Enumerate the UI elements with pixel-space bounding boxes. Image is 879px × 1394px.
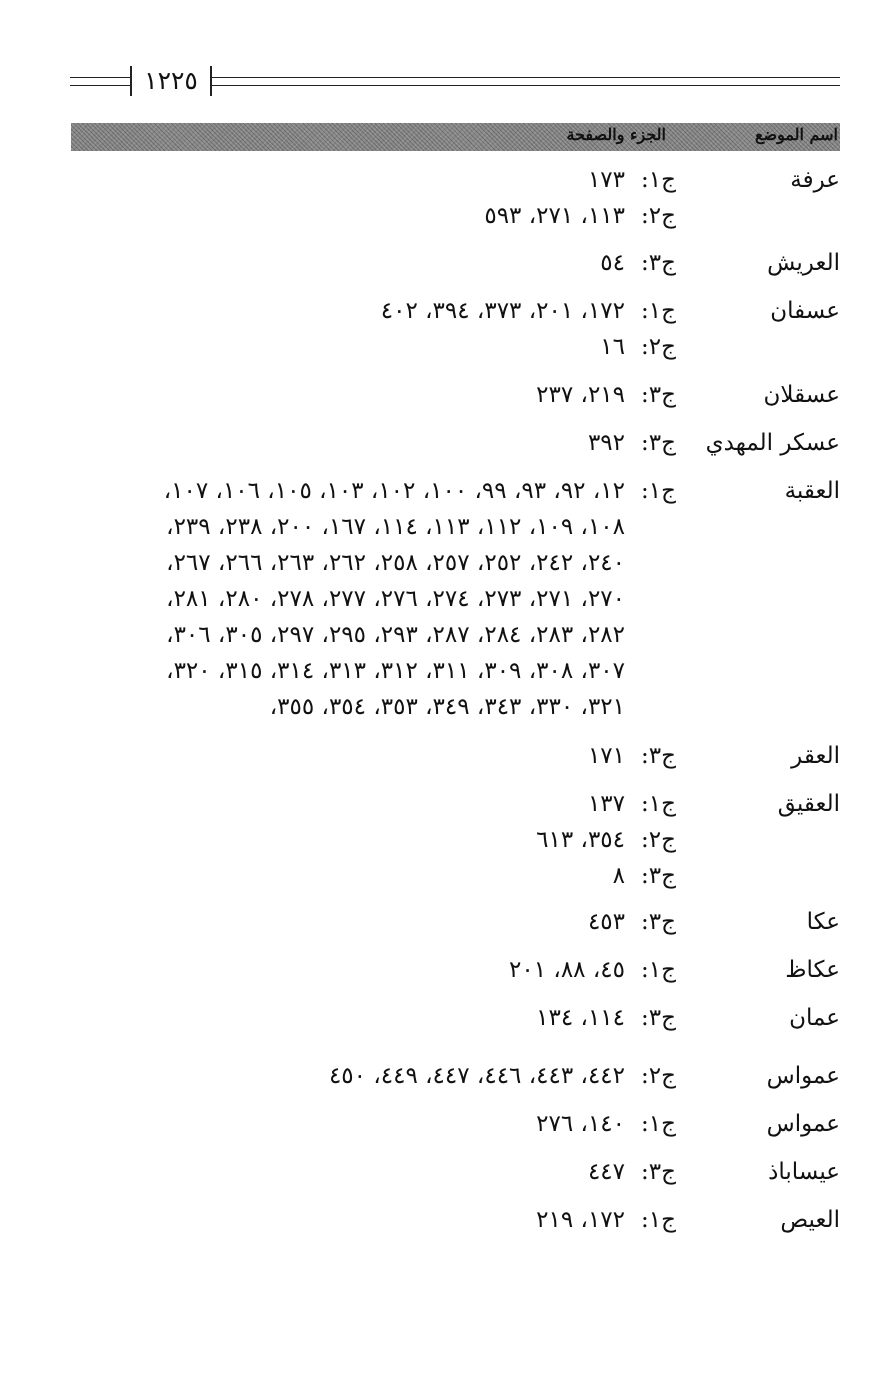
page-numbers-continued: ٢٤٠، ٢٤٢، ٢٥٢، ٢٥٧، ٢٥٨، ٢٦٢، ٢٦٣، ٢٦٦، ٢٦٧، [166, 550, 625, 576]
reference-list [588, 738, 676, 774]
page-numbers: ١٧١ [587, 743, 625, 769]
page-numbers: ١٣٧ [587, 791, 625, 817]
column-header-reference: الجزء والصفحة [566, 125, 666, 144]
page-numbers-continued: ٣٠٧، ٣٠٨، ٣٠٩، ٣١١، ٣١٢، ٣١٣، ٣١٤، ٣١٥، ٣٢٠، [166, 658, 625, 684]
place-name: عسكر المهدي [705, 430, 840, 456]
reference-row [536, 1202, 676, 1238]
place-name: العقبة [784, 478, 840, 504]
volume-label: ج٢: [641, 827, 676, 853]
volume-label: ج٣: [641, 1005, 676, 1031]
place-name: عمواس [766, 1063, 840, 1089]
reference-list [536, 1106, 676, 1142]
page-numbers: ١١٣، ٢٧١، ٥٩٣ [484, 203, 625, 229]
volume-label: ج٢: [641, 1063, 676, 1089]
reference-row [588, 738, 676, 774]
place-name: عسقلان [763, 382, 840, 408]
page-numbers-continued: ٣٢١، ٣٣٠، ٣٤٣، ٣٤٩، ٣٥٣، ٣٥٤، ٣٥٥، [269, 694, 625, 720]
page-numbers: ١٦ [600, 334, 625, 360]
page-numbers: ١١٤، ١٣٤ [536, 1005, 625, 1031]
header-rule-left [70, 77, 130, 86]
page-numbers: ٥٤ [600, 250, 625, 276]
reference-row [484, 162, 676, 198]
reference-row [536, 1106, 676, 1142]
place-name: العقر [791, 743, 840, 769]
page-numbers: ٣٥٤، ٦١٣ [536, 827, 625, 853]
volume-label: ج١: [641, 957, 676, 983]
reference-row [588, 425, 676, 461]
reference-list [588, 425, 676, 461]
reference-list [536, 1000, 676, 1036]
reference-list [484, 162, 676, 234]
place-name: عكا [806, 909, 840, 935]
volume-label: ج٣: [641, 382, 676, 408]
volume-label: ج١: [641, 791, 676, 817]
page-numbers: ٤٥، ٨٨، ٢٠١ [509, 957, 625, 983]
place-name: عيساباذ [768, 1159, 840, 1185]
reference-row [509, 952, 676, 988]
page-numbers: ١٧٢، ٢١٩ [536, 1207, 625, 1233]
page-numbers: ٨ [612, 863, 625, 889]
reference-list [164, 473, 676, 725]
volume-label: ج٣: [641, 1159, 676, 1185]
volume-label: ج١: [641, 1111, 676, 1137]
volume-label: ج١: [641, 1207, 676, 1233]
reference-row [536, 1000, 676, 1036]
page-numbers: ٢١٩، ٢٣٧ [536, 382, 625, 408]
reference-row [536, 822, 676, 858]
place-name: عسفان [770, 298, 840, 324]
reference-row [588, 1154, 676, 1190]
header-rule-tick [130, 66, 132, 96]
reference-list [600, 245, 676, 281]
reference-row [381, 293, 676, 329]
reference-list [329, 1058, 676, 1094]
page-numbers: ١٧٢، ٢٠١، ٣٧٣، ٣٩٤، ٤٠٢ [380, 298, 625, 324]
page-numbers: ١٧٣ [587, 167, 625, 193]
place-name: عمان [789, 1005, 840, 1031]
volume-label: ج٣: [641, 250, 676, 276]
volume-label: ج٣: [641, 863, 676, 889]
reference-row [164, 473, 676, 509]
reference-row [588, 904, 676, 940]
page-header [70, 62, 840, 102]
volume-label: ج٣: [641, 743, 676, 769]
reference-row [600, 245, 676, 281]
reference-row [484, 198, 676, 234]
place-name: العريش [767, 250, 840, 276]
page-number: ١٢٢٥ [144, 66, 198, 95]
column-header-bar [71, 123, 840, 151]
reference-list [536, 1202, 676, 1238]
volume-label: ج١: [641, 298, 676, 324]
reference-list [536, 786, 676, 894]
reference-row [329, 1058, 676, 1094]
reference-row [536, 786, 676, 822]
place-name: عكاظ [785, 957, 840, 983]
volume-label: ج١: [641, 478, 676, 504]
header-rule-right [212, 77, 840, 86]
reference-list [588, 904, 676, 940]
place-name: عرفة [790, 167, 840, 193]
page-numbers: ٤٥٣ [587, 909, 625, 935]
reference-list [509, 952, 676, 988]
volume-label: ج٣: [641, 430, 676, 456]
page-numbers-continued: ٢٨٢، ٢٨٣، ٢٨٤، ٢٨٧، ٢٩٣، ٢٩٥، ٢٩٧، ٣٠٥، ٣٠٦، [166, 622, 625, 648]
page-numbers: ٤٤٧ [587, 1159, 625, 1185]
reference-row [536, 377, 676, 413]
page-numbers-continued: ١٠٨، ١٠٩، ١١٢، ١١٣، ١١٤، ١٦٧، ٢٠٠، ٢٣٨، ٢٣٩، [166, 514, 625, 540]
place-name: العقيق [777, 791, 840, 817]
reference-row [381, 329, 676, 365]
page-numbers: ١٢، ٩٢، ٩٣، ٩٩، ١٠٠، ١٠٢، ١٠٣، ١٠٥، ١٠٦، ١٠٧، [163, 478, 625, 504]
page-numbers: ٤٤٢، ٤٤٣، ٤٤٦، ٤٤٧، ٤٤٩، ٤٥٠ [328, 1063, 625, 1089]
place-name: العيص [780, 1207, 840, 1233]
volume-label: ج١: [641, 167, 676, 193]
reference-list [381, 293, 676, 365]
volume-label: ج٢: [641, 203, 676, 229]
volume-label: ج٢: [641, 334, 676, 360]
column-header-place: اسم الموضع [754, 125, 838, 144]
page-numbers: ٣٩٢ [587, 430, 625, 456]
volume-label: ج٣: [641, 909, 676, 935]
place-name: عمواس [766, 1111, 840, 1137]
reference-row [536, 858, 676, 894]
reference-list [588, 1154, 676, 1190]
page-numbers: ١٤٠، ٢٧٦ [536, 1111, 625, 1137]
page-numbers-continued: ٢٧٠، ٢٧١، ٢٧٣، ٢٧٤، ٢٧٦، ٢٧٧، ٢٧٨، ٢٨٠، ٢٨١، [166, 586, 625, 612]
reference-list [536, 377, 676, 413]
